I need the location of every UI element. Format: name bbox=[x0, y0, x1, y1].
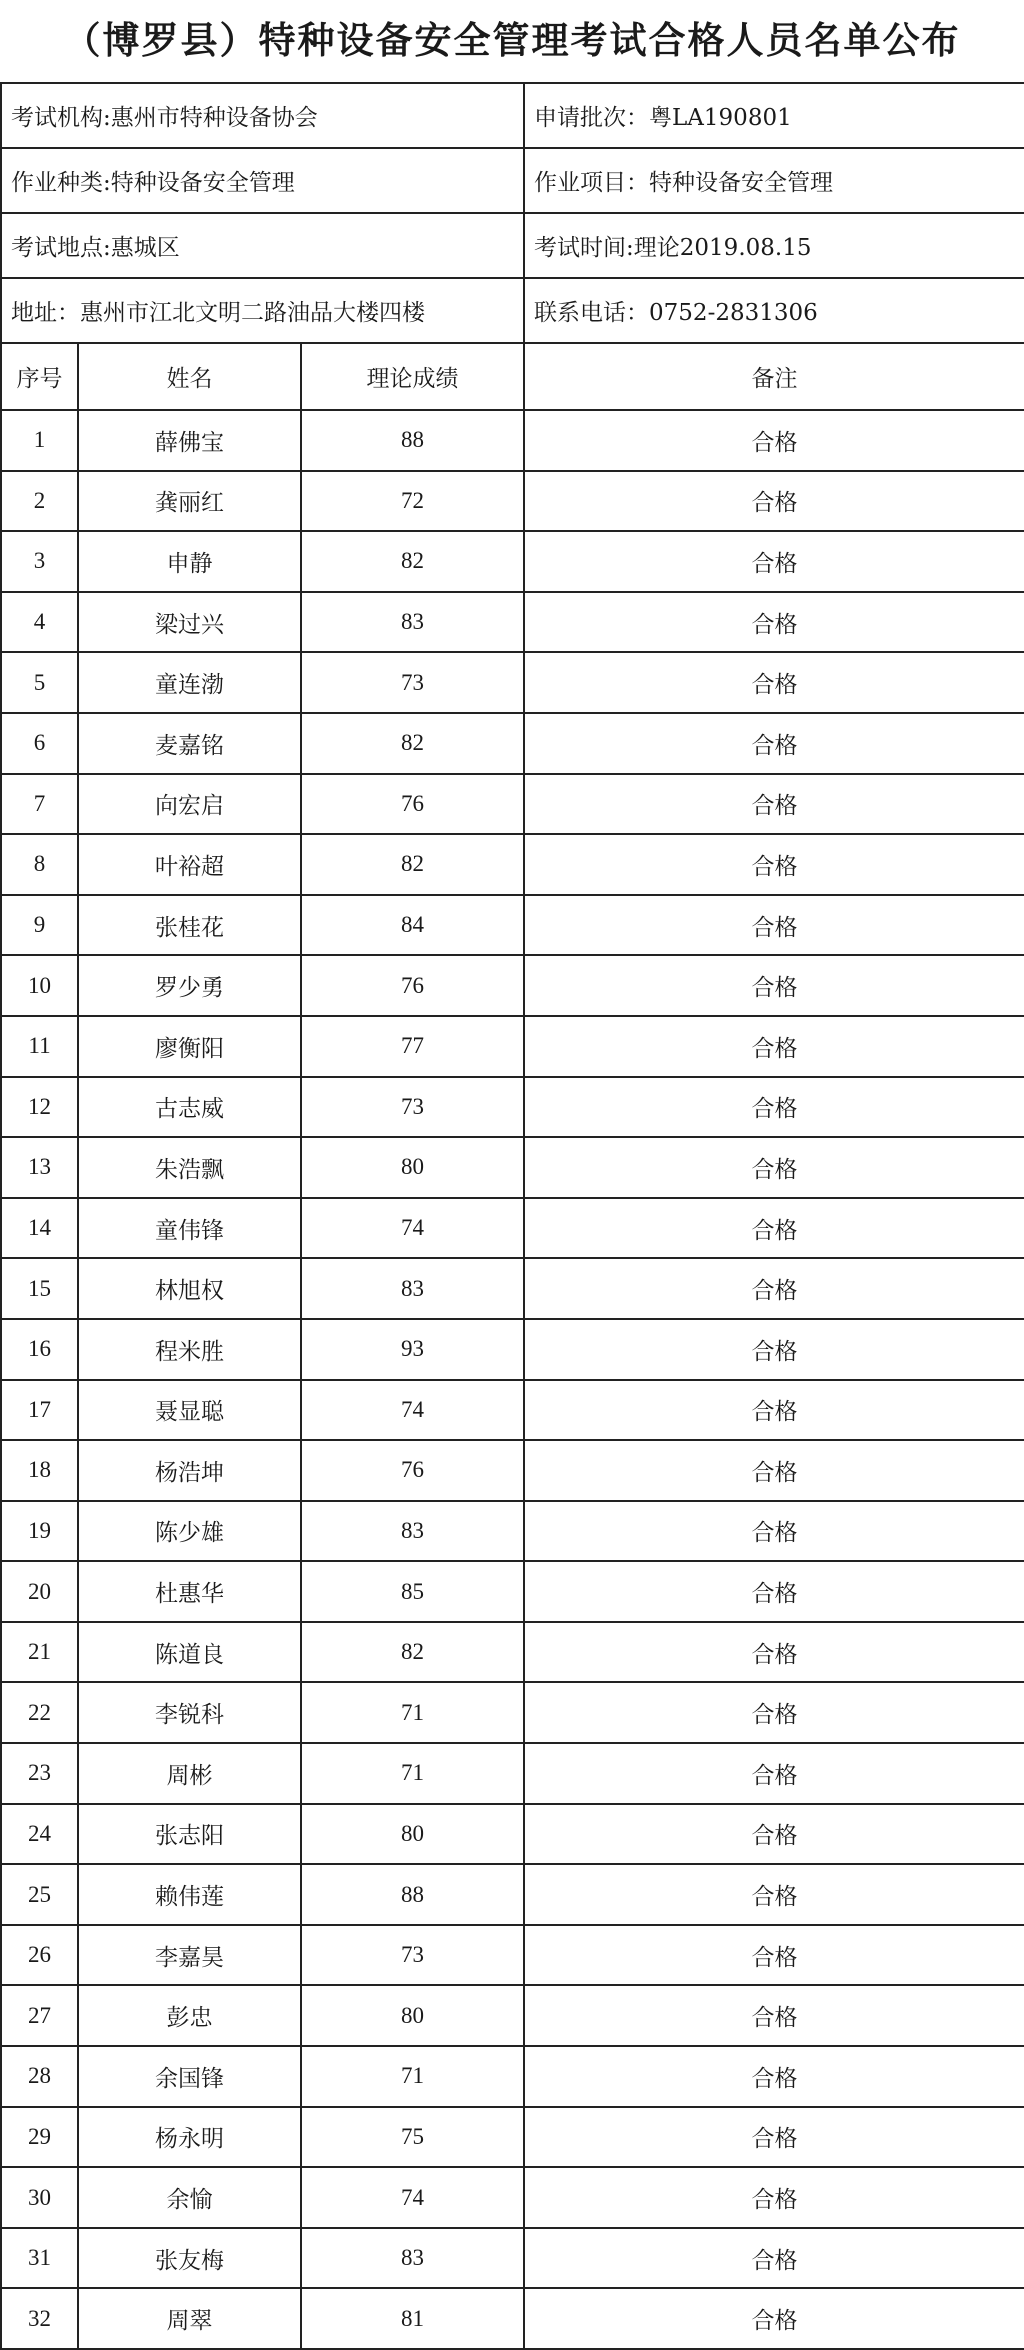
row-remark: 合格 bbox=[524, 1258, 1024, 1319]
row-score: 73 bbox=[301, 1925, 524, 1986]
row-name: 童连渤 bbox=[78, 652, 301, 713]
row-name: 童伟锋 bbox=[78, 1198, 301, 1259]
row-seq: 17 bbox=[1, 1380, 78, 1441]
row-score: 76 bbox=[301, 774, 524, 835]
table-row bbox=[1, 1743, 1024, 1804]
row-name: 张友梅 bbox=[78, 2228, 301, 2289]
row-score: 80 bbox=[301, 1137, 524, 1198]
row-seq: 21 bbox=[1, 1622, 78, 1683]
info-row bbox=[1, 213, 1024, 278]
row-seq: 24 bbox=[1, 1804, 78, 1865]
table-header-row bbox=[1, 343, 1024, 410]
job-item: 作业项目：特种设备安全管理 bbox=[524, 148, 1024, 213]
row-remark: 合格 bbox=[524, 1077, 1024, 1138]
row-remark: 合格 bbox=[524, 471, 1024, 532]
table-row bbox=[1, 592, 1024, 653]
row-name: 申静 bbox=[78, 531, 301, 592]
table-row bbox=[1, 1440, 1024, 1501]
row-remark: 合格 bbox=[524, 592, 1024, 653]
table-row bbox=[1, 2228, 1024, 2289]
table-row bbox=[1, 2107, 1024, 2168]
row-name: 李锐科 bbox=[78, 1682, 301, 1743]
row-score: 74 bbox=[301, 1198, 524, 1259]
info-row bbox=[1, 278, 1024, 343]
table-row bbox=[1, 1319, 1024, 1380]
row-remark: 合格 bbox=[524, 895, 1024, 956]
row-seq: 16 bbox=[1, 1319, 78, 1380]
row-remark: 合格 bbox=[524, 834, 1024, 895]
table-row bbox=[1, 895, 1024, 956]
table-row bbox=[1, 1137, 1024, 1198]
row-remark: 合格 bbox=[524, 1440, 1024, 1501]
table-row bbox=[1, 2288, 1024, 2349]
row-seq: 27 bbox=[1, 1985, 78, 2046]
row-score: 82 bbox=[301, 1622, 524, 1683]
row-name: 廖衡阳 bbox=[78, 1016, 301, 1077]
exam-batch: 申请批次：粤LA190801 bbox=[524, 83, 1024, 148]
row-score: 72 bbox=[301, 471, 524, 532]
row-seq: 23 bbox=[1, 1743, 78, 1804]
row-name: 龚丽红 bbox=[78, 471, 301, 532]
results-table bbox=[0, 82, 1024, 2350]
row-name: 罗少勇 bbox=[78, 955, 301, 1016]
row-name: 彭忠 bbox=[78, 1985, 301, 2046]
header-remark: 备注 bbox=[524, 343, 1024, 410]
row-remark: 合格 bbox=[524, 1864, 1024, 1925]
table-row bbox=[1, 410, 1024, 471]
row-seq: 22 bbox=[1, 1682, 78, 1743]
row-seq: 1 bbox=[1, 410, 78, 471]
row-score: 83 bbox=[301, 592, 524, 653]
row-name: 陈少雄 bbox=[78, 1501, 301, 1562]
row-score: 75 bbox=[301, 2107, 524, 2168]
table-row bbox=[1, 1561, 1024, 1622]
row-name: 周彬 bbox=[78, 1743, 301, 1804]
exam-org: 考试机构:惠州市特种设备协会 bbox=[1, 83, 524, 148]
row-name: 杜惠华 bbox=[78, 1561, 301, 1622]
table-row bbox=[1, 1501, 1024, 1562]
row-remark: 合格 bbox=[524, 1501, 1024, 1562]
row-name: 梁过兴 bbox=[78, 592, 301, 653]
row-score: 83 bbox=[301, 2228, 524, 2289]
row-score: 76 bbox=[301, 955, 524, 1016]
row-seq: 31 bbox=[1, 2228, 78, 2289]
table-row bbox=[1, 2046, 1024, 2107]
row-seq: 5 bbox=[1, 652, 78, 713]
job-type: 作业种类:特种设备安全管理 bbox=[1, 148, 524, 213]
row-remark: 合格 bbox=[524, 652, 1024, 713]
row-seq: 26 bbox=[1, 1925, 78, 1986]
row-remark: 合格 bbox=[524, 2107, 1024, 2168]
row-remark: 合格 bbox=[524, 2228, 1024, 2289]
row-seq: 28 bbox=[1, 2046, 78, 2107]
header-seq: 序号 bbox=[1, 343, 78, 410]
row-seq: 2 bbox=[1, 471, 78, 532]
row-remark: 合格 bbox=[524, 1198, 1024, 1259]
row-score: 73 bbox=[301, 652, 524, 713]
row-name: 杨浩坤 bbox=[78, 1440, 301, 1501]
exam-place: 考试地点:惠城区 bbox=[1, 213, 524, 278]
row-score: 81 bbox=[301, 2288, 524, 2349]
table-row bbox=[1, 713, 1024, 774]
row-seq: 4 bbox=[1, 592, 78, 653]
row-seq: 14 bbox=[1, 1198, 78, 1259]
row-name: 张志阳 bbox=[78, 1804, 301, 1865]
row-score: 71 bbox=[301, 2046, 524, 2107]
row-remark: 合格 bbox=[524, 2288, 1024, 2349]
row-score: 88 bbox=[301, 410, 524, 471]
table-row bbox=[1, 1016, 1024, 1077]
row-score: 88 bbox=[301, 1864, 524, 1925]
row-name: 程米胜 bbox=[78, 1319, 301, 1380]
row-name: 叶裕超 bbox=[78, 834, 301, 895]
row-score: 80 bbox=[301, 1804, 524, 1865]
table-row bbox=[1, 955, 1024, 1016]
table-row bbox=[1, 1682, 1024, 1743]
row-name: 朱浩飘 bbox=[78, 1137, 301, 1198]
row-remark: 合格 bbox=[524, 713, 1024, 774]
table-row bbox=[1, 1985, 1024, 2046]
row-remark: 合格 bbox=[524, 774, 1024, 835]
row-seq: 10 bbox=[1, 955, 78, 1016]
row-seq: 25 bbox=[1, 1864, 78, 1925]
table-row bbox=[1, 834, 1024, 895]
row-seq: 30 bbox=[1, 2167, 78, 2228]
row-score: 71 bbox=[301, 1743, 524, 1804]
table-row bbox=[1, 471, 1024, 532]
row-score: 83 bbox=[301, 1258, 524, 1319]
row-score: 84 bbox=[301, 895, 524, 956]
row-seq: 18 bbox=[1, 1440, 78, 1501]
row-name: 赖伟莲 bbox=[78, 1864, 301, 1925]
contact-phone: 联系电话：0752-2831306 bbox=[524, 278, 1024, 343]
row-score: 93 bbox=[301, 1319, 524, 1380]
row-name: 林旭权 bbox=[78, 1258, 301, 1319]
row-score: 82 bbox=[301, 834, 524, 895]
header-score: 理论成绩 bbox=[301, 343, 524, 410]
row-seq: 13 bbox=[1, 1137, 78, 1198]
row-seq: 32 bbox=[1, 2288, 78, 2349]
row-name: 张桂花 bbox=[78, 895, 301, 956]
row-seq: 19 bbox=[1, 1501, 78, 1562]
row-name: 古志威 bbox=[78, 1077, 301, 1138]
info-row bbox=[1, 83, 1024, 148]
row-score: 82 bbox=[301, 531, 524, 592]
table-row bbox=[1, 1864, 1024, 1925]
row-remark: 合格 bbox=[524, 2046, 1024, 2107]
row-name: 余国锋 bbox=[78, 2046, 301, 2107]
row-remark: 合格 bbox=[524, 1561, 1024, 1622]
row-name: 聂显聪 bbox=[78, 1380, 301, 1441]
row-seq: 20 bbox=[1, 1561, 78, 1622]
row-score: 80 bbox=[301, 1985, 524, 2046]
row-score: 71 bbox=[301, 1682, 524, 1743]
row-remark: 合格 bbox=[524, 1743, 1024, 1804]
row-name: 杨永明 bbox=[78, 2107, 301, 2168]
table-row bbox=[1, 531, 1024, 592]
row-score: 77 bbox=[301, 1016, 524, 1077]
table-row bbox=[1, 774, 1024, 835]
row-name: 周翠 bbox=[78, 2288, 301, 2349]
row-seq: 6 bbox=[1, 713, 78, 774]
table-row bbox=[1, 1804, 1024, 1865]
row-score: 83 bbox=[301, 1501, 524, 1562]
row-name: 陈道良 bbox=[78, 1622, 301, 1683]
row-score: 73 bbox=[301, 1077, 524, 1138]
info-row bbox=[1, 148, 1024, 213]
row-remark: 合格 bbox=[524, 1380, 1024, 1441]
table-row bbox=[1, 652, 1024, 713]
row-remark: 合格 bbox=[524, 2167, 1024, 2228]
row-remark: 合格 bbox=[524, 1804, 1024, 1865]
exam-address: 地址：惠州市江北文明二路油品大楼四楼 bbox=[1, 278, 524, 343]
row-remark: 合格 bbox=[524, 1016, 1024, 1077]
row-remark: 合格 bbox=[524, 1925, 1024, 1986]
row-remark: 合格 bbox=[524, 531, 1024, 592]
table-row bbox=[1, 1925, 1024, 1986]
row-remark: 合格 bbox=[524, 955, 1024, 1016]
row-seq: 7 bbox=[1, 774, 78, 835]
row-remark: 合格 bbox=[524, 1985, 1024, 2046]
header-name: 姓名 bbox=[78, 343, 301, 410]
row-seq: 12 bbox=[1, 1077, 78, 1138]
row-remark: 合格 bbox=[524, 410, 1024, 471]
row-seq: 3 bbox=[1, 531, 78, 592]
exam-time: 考试时间:理论2019.08.15 bbox=[524, 213, 1024, 278]
row-seq: 11 bbox=[1, 1016, 78, 1077]
row-remark: 合格 bbox=[524, 1319, 1024, 1380]
table-row bbox=[1, 1380, 1024, 1441]
row-name: 余愉 bbox=[78, 2167, 301, 2228]
row-seq: 29 bbox=[1, 2107, 78, 2168]
row-name: 薛佛宝 bbox=[78, 410, 301, 471]
row-remark: 合格 bbox=[524, 1622, 1024, 1683]
row-score: 82 bbox=[301, 713, 524, 774]
row-score: 74 bbox=[301, 2167, 524, 2228]
row-remark: 合格 bbox=[524, 1137, 1024, 1198]
row-score: 85 bbox=[301, 1561, 524, 1622]
row-score: 76 bbox=[301, 1440, 524, 1501]
table-row bbox=[1, 2167, 1024, 2228]
table-row bbox=[1, 1077, 1024, 1138]
row-score: 74 bbox=[301, 1380, 524, 1441]
row-name: 向宏启 bbox=[78, 774, 301, 835]
row-seq: 15 bbox=[1, 1258, 78, 1319]
row-seq: 9 bbox=[1, 895, 78, 956]
table-row bbox=[1, 1198, 1024, 1259]
row-name: 李嘉昊 bbox=[78, 1925, 301, 1986]
table-row bbox=[1, 1258, 1024, 1319]
row-remark: 合格 bbox=[524, 1682, 1024, 1743]
row-name: 麦嘉铭 bbox=[78, 713, 301, 774]
row-seq: 8 bbox=[1, 834, 78, 895]
table-row bbox=[1, 1622, 1024, 1683]
page-title: （博罗县）特种设备安全管理考试合格人员名单公布 bbox=[63, 19, 961, 62]
